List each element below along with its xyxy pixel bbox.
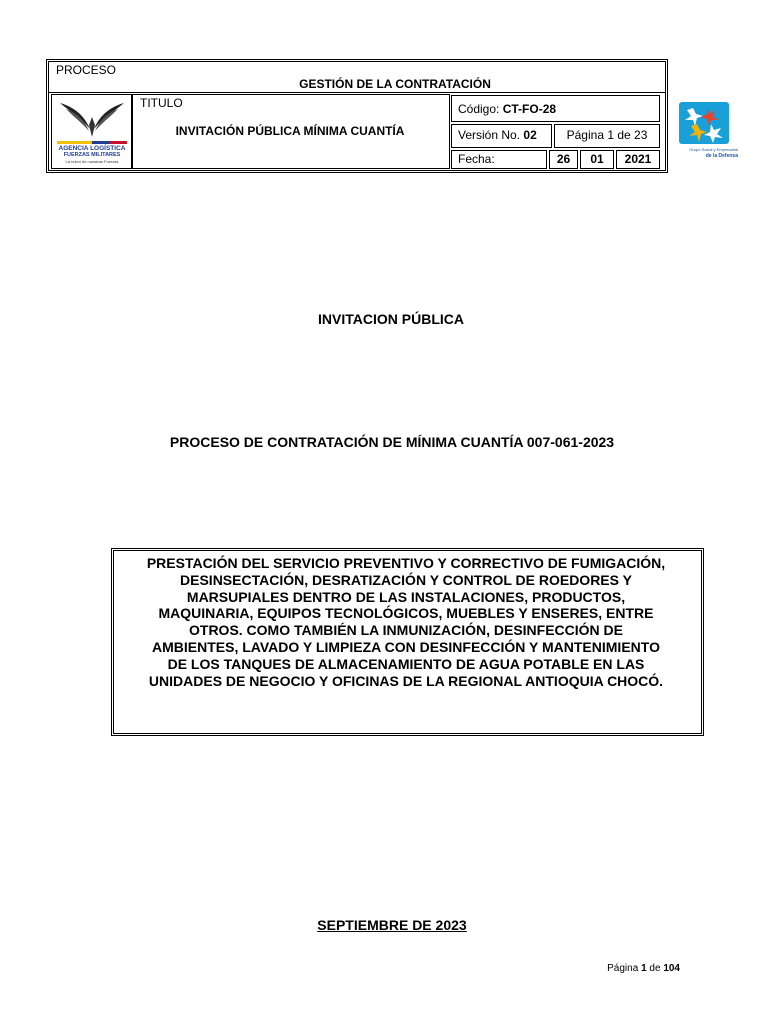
right-logo-line1: Grupo Social y Empresarial (689, 147, 738, 152)
grupo-social-logo (672, 98, 740, 168)
document-date: SEPTIEMBRE DE 2023 (317, 917, 467, 933)
page-number-label: Página (607, 963, 639, 974)
version-value: 02 (523, 128, 537, 142)
object-line: DE LOS TANQUES DE ALMACENAMIENTO DE AGUA POTABLE EN LAS (167, 655, 645, 672)
left-logo-line1: AGENCIA LOGÍSTICA (58, 145, 126, 152)
proceso-value: GESTIÓN DE LA CONTRATACIÓN (299, 77, 491, 91)
fecha-year: 2021 (624, 152, 652, 166)
version-label: Versión No. (458, 128, 521, 142)
fecha-month: 01 (590, 152, 604, 166)
process-number: PROCESO DE CONTRATACIÓN DE MÍNIMA CUANTÍA 007-061-2023 (169, 434, 615, 450)
object-line: MAQUINARIA, EQUIPOS TECNOLÓGICOS, MUEBLES Y ENSERES, ENTRE (158, 605, 654, 622)
object-line: PRESTACIÓN DEL SERVICIO PREVENTIVO Y CORRECTIVO DE FUMIGACIÓN, (146, 555, 666, 571)
object-line: MARSUPIALES DENTRO DE LAS INSTALACIONES, PRODUCTOS, (186, 588, 626, 605)
fecha-day: 26 (556, 152, 571, 166)
object-line: OTROS. COMO TAMBIÉN LA INMUNIZACIÓN, DESINFECCIÓN DE (189, 622, 623, 639)
page-number-total: 104 (663, 963, 680, 974)
header-divider (48, 92, 666, 93)
fecha-label: Fecha: (458, 152, 495, 166)
wings-emblem-icon (54, 97, 130, 141)
codigo-text (458, 102, 556, 116)
stars-emblem-icon (679, 102, 729, 144)
object-text (114, 555, 698, 689)
left-logo-line2: FUERZAS MILITARES (63, 152, 121, 158)
agencia-logistica-logo (54, 97, 130, 167)
left-logo-line3: La unión de nuestras Fuerzas (65, 159, 119, 164)
page-title: INVITACION PÚBLICA (318, 311, 464, 327)
codigo-label: Código: (458, 102, 500, 116)
right-logo-line2: de la Defensa (705, 153, 738, 159)
version-text (458, 128, 537, 142)
page-number (590, 963, 680, 974)
codigo-value: CT-FO-28 (502, 102, 557, 116)
page-number-current: 1 (641, 963, 647, 974)
proceso-label: PROCESO (56, 63, 117, 77)
object-line: DESINSECTACIÓN, DESRATIZACIÓN Y CONTROL DE ROEDORES Y (180, 571, 632, 588)
titulo-value: INVITACIÓN PÚBLICA MÍNIMA CUANTÍA (175, 124, 405, 138)
titulo-label: TITULO (140, 96, 183, 110)
object-line: UNIDADES DE NEGOCIO Y OFICINAS DE LA REGIONAL ANTIOQUIA CHOCÓ. (148, 672, 664, 689)
pagina-text: Página 1 de 23 (566, 128, 648, 142)
page-number-of: de (649, 963, 661, 974)
object-line: AMBIENTES, LAVADO Y LIMPIEZA CON DESINFECCIÓN Y MANTENIMIENTO (152, 638, 660, 655)
flag-stripe (57, 141, 127, 144)
